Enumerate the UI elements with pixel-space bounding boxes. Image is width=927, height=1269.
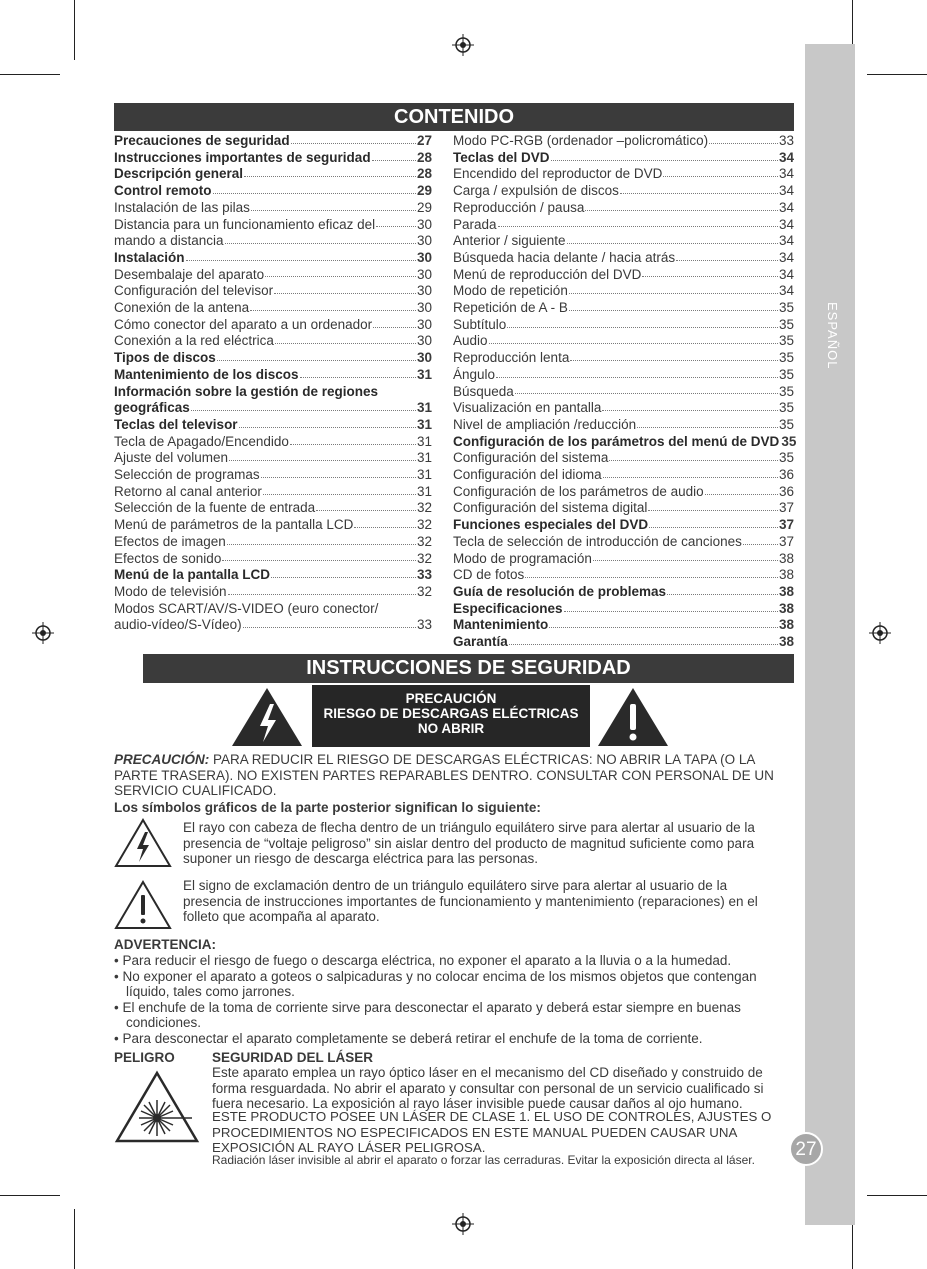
toc-entry-page: 35 (778, 450, 794, 466)
toc-entry-title: Cómo conector del aparato a un ordenador (114, 316, 373, 332)
toc-entry-title: Guía de resolución de problemas (453, 583, 667, 599)
toc-dot-leader (603, 473, 778, 478)
toc-entry-title: audio-vídeo/S-Vídeo) (114, 617, 242, 633)
toc-entry-title: Configuración de los parámetros del menú de DVD (453, 433, 780, 449)
toc-entry-page: 38 (778, 617, 794, 633)
toc-entry (453, 601, 794, 618)
toc-entry-title: Tecla de Apagado/Encendido (114, 433, 289, 449)
toc-entry-title: mando a distancia (114, 233, 224, 249)
toc-entry-page: 38 (778, 567, 794, 583)
toc-entry-page: 37 (778, 517, 794, 533)
toc-entry (453, 317, 794, 334)
toc-dot-leader (243, 623, 416, 628)
laser-radiation-note: Radiación láser invisible al abrir el aparato o forzar las cerraduras. Evitar la exposición directa al láser. (212, 1153, 755, 1167)
toc-entry (453, 300, 794, 317)
page-number: 27 (789, 1132, 823, 1166)
toc-entry-page: 34 (778, 266, 794, 282)
toc-entry (114, 500, 432, 517)
toc-entry (453, 283, 794, 300)
safety-title: INSTRUCCIONES DE SEGURIDAD (143, 654, 794, 683)
toc-entry-title: Audio (453, 333, 488, 349)
toc-entry (453, 217, 794, 234)
exclamation-triangle-icon (114, 880, 172, 930)
crop-mark (74, 0, 75, 60)
toc-entry-title: CD de fotos (453, 567, 525, 583)
toc-entry-title: Selección de programas (114, 467, 260, 483)
toc-entry (453, 200, 794, 217)
toc-entry (114, 584, 432, 601)
toc-dot-leader (515, 389, 778, 394)
toc-entry (114, 517, 432, 534)
toc-entry (114, 551, 432, 568)
toc-dot-leader (228, 590, 416, 595)
toc-entry (114, 150, 432, 167)
toc-entry-page: 35 (778, 416, 794, 432)
toc-entry-title: Búsqueda (453, 383, 514, 399)
toc-dot-leader (564, 607, 778, 612)
toc-dot-leader (244, 172, 416, 177)
toc-dot-leader (609, 456, 778, 461)
toc-entry-page: 36 (778, 483, 794, 499)
precaution-label: PRECAUCIÓN: (114, 752, 210, 767)
caution-box-line: PRECAUCIÓN (405, 691, 497, 706)
toc-dot-leader (496, 373, 778, 378)
toc-entry-page: 28 (416, 149, 432, 165)
toc-entry (114, 166, 432, 183)
toc-dot-leader (498, 222, 778, 227)
toc-entry (114, 267, 432, 284)
caution-box (312, 685, 590, 747)
toc-entry-title: Efectos de sonido (114, 550, 222, 566)
toc-entry-page: 30 (416, 216, 432, 232)
toc-entry-title: Información sobre la gestión de regiones (114, 383, 379, 399)
registration-mark-icon (869, 622, 891, 644)
toc-dot-leader (649, 523, 778, 528)
toc-entry (453, 367, 794, 384)
toc-entry-page: 34 (778, 183, 794, 199)
toc-entry (453, 400, 794, 417)
toc-entry-title: Instalación (114, 249, 185, 265)
toc-entry-page: 31 (416, 467, 432, 483)
toc-entry-title: Distancia para un funcionamiento eficaz del (114, 216, 376, 232)
lightning-triangle-icon (114, 818, 172, 868)
registration-mark-icon (452, 1213, 474, 1235)
toc-entry (453, 500, 794, 517)
toc-entry-page: 37 (778, 533, 794, 549)
toc-entry (453, 417, 794, 434)
toc-entry (453, 150, 794, 167)
warning-item: • Para desconectar el aparato completamente se deberá retirar el enchufe de la toma de corriente. (114, 1030, 703, 1046)
toc-entry (453, 250, 794, 267)
toc-entry (114, 133, 432, 150)
toc-entry-page: 32 (416, 517, 432, 533)
toc-entry-page: 38 (778, 600, 794, 616)
toc-entry (114, 233, 432, 250)
toc-right-column (453, 133, 797, 651)
toc-entry-title: Carga / expulsión de discos (453, 183, 619, 199)
toc-entry (453, 233, 794, 250)
toc-entry-page: 35 (778, 300, 794, 316)
toc-entry-title: Conexión a la red eléctrica (114, 333, 274, 349)
toc-entry-page: 34 (778, 216, 794, 232)
toc-entry-page: 30 (416, 249, 432, 265)
toc-entry (114, 601, 432, 618)
toc-entry-title: Anterior / siguiente (453, 233, 566, 249)
toc-entry-page: 30 (416, 283, 432, 299)
toc-entry-title: Teclas del DVD (453, 149, 550, 165)
toc-dot-leader (372, 156, 416, 161)
toc-dot-leader (191, 406, 416, 411)
toc-dot-leader (567, 239, 778, 244)
toc-dot-leader (549, 623, 778, 628)
laser-text: Este aparato emplea un rayo óptico láser en el mecanismo del CD diseñado y construido de forma resguardada. No abrir el aparato y consultar con personal de un servicio cualificado si fuera necesario. La exposición al rayo láser invisible puede causar daños al ojo humano. (212, 1065, 764, 1111)
toc-entry-page: 35 (778, 333, 794, 349)
toc-dot-leader (217, 356, 416, 361)
toc-dot-leader (489, 339, 778, 344)
toc-entry (114, 283, 432, 300)
toc-dot-leader (227, 540, 416, 545)
toc-entry-title: Parada (453, 216, 497, 232)
toc-dot-leader (667, 590, 778, 595)
toc-entry (453, 183, 794, 200)
toc-entry-title: Instrucciones importantes de seguridad (114, 149, 371, 165)
toc-dot-leader (354, 523, 416, 528)
toc-entry-title: Ángulo (453, 366, 496, 382)
toc-entry (114, 400, 432, 417)
toc-entry-page: 30 (416, 233, 432, 249)
toc-dot-leader (569, 289, 778, 294)
toc-entry (453, 333, 794, 350)
toc-entry-title: Modo PC-RGB (ordenador –policromático) (453, 133, 709, 148)
toc-entry-page: 31 (416, 416, 432, 432)
toc-entry-title: Modos SCART/AV/S-VIDEO (euro conector/ (114, 600, 379, 616)
toc-dot-leader (648, 506, 778, 511)
warning-item: • El enchufe de la toma de corriente sirve para desconectar el aparato y deberá estar siempre en buenas condiciones. (114, 999, 741, 1030)
toc-entry (114, 467, 432, 484)
toc-entry (453, 450, 794, 467)
toc-entry-page: 31 (416, 483, 432, 499)
toc-entry (114, 567, 432, 584)
toc-dot-leader (225, 239, 416, 244)
toc-dot-leader (213, 189, 416, 194)
toc-entry (453, 384, 794, 401)
toc-entry-title: Menú de la pantalla LCD (114, 567, 271, 583)
toc-entry-title: Mantenimiento de los discos (114, 366, 299, 382)
toc-entry-page: 27 (416, 133, 432, 148)
toc-dot-leader (525, 573, 778, 578)
toc-entry (453, 617, 794, 634)
toc-entry (114, 384, 432, 401)
toc-entry (453, 166, 794, 183)
toc-dot-leader (705, 490, 778, 495)
toc-left-column (114, 133, 432, 634)
laser-radiation-icon (114, 1070, 200, 1144)
crop-mark (74, 1209, 75, 1269)
toc-dot-leader (569, 306, 778, 311)
caution-box-line: RIESGO DE DESCARGAS ELÉCTRICAS (323, 706, 579, 721)
toc-entry-page: 35 (778, 383, 794, 399)
toc-entry-page: 28 (416, 166, 432, 182)
toc-entry-page: 35 (781, 433, 797, 449)
toc-dot-leader (263, 490, 416, 495)
toc-entry-page: 31 (416, 366, 432, 382)
toc-entry-page: 32 (416, 533, 432, 549)
toc-dot-leader (275, 339, 416, 344)
toc-dot-leader (222, 556, 416, 561)
toc-entry (114, 434, 432, 451)
toc-entry-title: Garantía (453, 634, 508, 650)
toc-entry-title: Tecla de selección de introducción de canciones (453, 533, 742, 549)
toc-dot-leader (290, 440, 416, 445)
toc-entry-page: 30 (416, 333, 432, 349)
warning-item: • Para reducir el riesgo de fuego o descarga eléctrica, no exponer el aparato a la lluvia o a la humedad. (114, 953, 732, 968)
toc-entry (453, 634, 794, 651)
toc-entry-page: 30 (416, 316, 432, 332)
toc-entry-title: Control remoto (114, 183, 212, 199)
toc-entry-page: 30 (416, 350, 432, 366)
toc-dot-leader (239, 423, 416, 428)
toc-entry (114, 617, 432, 634)
laser-heading: SEGURIDAD DEL LÁSER (212, 1050, 374, 1065)
toc-entry (453, 567, 794, 584)
toc-dot-leader (743, 540, 778, 545)
toc-dot-leader (261, 473, 416, 478)
toc-entry-title: Visualización en pantalla (453, 400, 602, 416)
toc-entry-title: Teclas del televisor (114, 416, 238, 432)
caution-box-line: NO ABRIR (417, 721, 485, 736)
toc-dot-leader (271, 573, 416, 578)
toc-entry-page: 31 (416, 450, 432, 466)
toc-entry (114, 217, 432, 234)
toc-dot-leader (300, 373, 416, 378)
language-tab-label: ESPAÑOL (825, 302, 840, 370)
language-tab (805, 44, 855, 1225)
toc-entry-page: 35 (778, 350, 794, 366)
toc-entry (453, 133, 794, 150)
toc-dot-leader (373, 323, 416, 328)
exclamation-warning-icon (596, 686, 670, 748)
toc-entry-title: Configuración del televisor (114, 283, 274, 299)
toc-entry-title: Búsqueda hacia delante / hacia atrás (453, 249, 676, 265)
toc-entry-title: Efectos de imagen (114, 533, 226, 549)
toc-dot-leader (637, 423, 778, 428)
lightning-symbol-description: El rayo con cabeza de flecha dentro de un triángulo equilátero sirve para alertar al usuario de la presencia de “voltaje peligroso” sin aislar dentro del producto de magnitud suficiente como para suponer un riesgo de descarga eléctrica para las personas. (183, 820, 755, 866)
toc-entry (114, 450, 432, 467)
toc-entry-page: 34 (778, 283, 794, 299)
toc-entry (453, 484, 794, 501)
toc-dot-leader (251, 206, 416, 211)
toc-entry-page: 29 (416, 183, 432, 199)
registration-mark-icon (32, 622, 54, 644)
toc-entry (114, 417, 432, 434)
toc-entry-title: Descripción general (114, 166, 244, 182)
toc-entry-page: 31 (416, 433, 432, 449)
toc-dot-leader (585, 206, 778, 211)
toc-entry (114, 367, 432, 384)
toc-dot-leader (642, 272, 778, 277)
toc-entry (453, 467, 794, 484)
toc-entry-page: 36 (778, 467, 794, 483)
toc-dot-leader (507, 323, 778, 328)
toc-entry-title: Tipos de discos (114, 350, 216, 366)
registration-mark-icon (452, 34, 474, 56)
toc-entry-title: Configuración del idioma (453, 467, 602, 483)
toc-entry-page: 34 (778, 199, 794, 215)
toc-dot-leader (316, 506, 416, 511)
toc-entry (453, 350, 794, 367)
toc-entry (453, 551, 794, 568)
toc-entry (453, 433, 797, 451)
toc-entry-page: 33 (778, 133, 794, 148)
toc-entry-page: 35 (778, 316, 794, 332)
toc-entry-title: Precauciones de seguridad (114, 133, 290, 148)
toc-dot-leader (676, 256, 778, 261)
toc-dot-leader (509, 640, 778, 645)
toc-entry-title: Modo de televisión (114, 583, 227, 599)
precaution-paragraph (114, 752, 794, 799)
contents-title: CONTENIDO (114, 103, 794, 131)
toc-entry (114, 200, 432, 217)
toc-entry-title: Funciones especiales del DVD (453, 517, 649, 533)
toc-dot-leader (265, 272, 416, 277)
toc-dot-leader (229, 456, 416, 461)
toc-entry (114, 333, 432, 350)
laser-class-warning: ESTE PRODUCTO POSEE UN LÁSER DE CLASE 1. EL USO DE CONTROLES, AJUSTES O PROCEDIMIENTOS NO ESPECIFICADOS EN ESTE MANUAL PUEDEN CAUSAR UNA EXPOSICIÓN AL RAYO LÁSER PELIGROSA. (212, 1109, 772, 1155)
toc-entry-page: 31 (416, 400, 432, 416)
toc-entry (114, 300, 432, 317)
toc-dot-leader (663, 172, 778, 177)
toc-entry-page: 32 (416, 550, 432, 566)
toc-entry-title: Modo de programación (453, 550, 592, 566)
toc-dot-leader (250, 306, 416, 311)
toc-entry-title: Configuración de los parámetros de audio (453, 483, 704, 499)
toc-entry-page: 30 (416, 300, 432, 316)
toc-dot-leader (620, 189, 778, 194)
toc-entry-title: Modo de repetición (453, 283, 568, 299)
toc-entry-title: Menú de reproducción del DVD (453, 266, 642, 282)
toc-entry-title: Selección de la fuente de entrada (114, 500, 316, 516)
warning-item: • No exponer el aparato a goteos o salpicaduras y no colocar encima de los mismos objetos que contengan líquido, tales como jarrones. (114, 968, 757, 999)
toc-entry-title: Repetición de A - B (453, 300, 568, 316)
exclamation-symbol-description: El signo de exclamación dentro de un triángulo equilátero sirve para alertar al usuario de la presencia de instrucciones importantes de funcionamiento y mantenimiento (reparaciones) en el folleto que acompaña al aparato. (183, 878, 758, 924)
toc-entry-page: 34 (778, 233, 794, 249)
toc-entry-page: 38 (778, 550, 794, 566)
toc-entry-page: 32 (416, 500, 432, 516)
toc-entry-title: Mantenimiento (453, 617, 549, 633)
toc-dot-leader (551, 156, 778, 161)
precaution-text: PARA REDUCIR EL RIESGO DE DESCARGAS ELÉCTRICAS: NO ABRIR LA TAPA (O LA PARTE TRASERA). NO EXISTEN PARTES REPARABLES DENTRO. CONSULTAR CON PERSONAL DE UN SERVICIO CUALIFICADO. (114, 752, 774, 798)
toc-entry (453, 584, 794, 601)
toc-entry-title: Conexión de la antena (114, 300, 250, 316)
toc-entry-title: Encendido del reproductor de DVD (453, 166, 663, 182)
toc-dot-leader (274, 289, 416, 294)
crop-mark (867, 74, 927, 75)
toc-entry-title: Subtítulo (453, 316, 507, 332)
toc-dot-leader (570, 356, 778, 361)
toc-entry-title: geográficas (114, 400, 190, 416)
toc-dot-leader (186, 256, 416, 261)
toc-entry-title: Desembalaje del aparato (114, 266, 265, 282)
toc-entry (114, 317, 432, 334)
toc-entry-page: 33 (416, 567, 432, 583)
toc-dot-leader (379, 607, 431, 611)
toc-dot-leader (602, 406, 778, 411)
toc-entry-title: Reproducción / pausa (453, 199, 585, 215)
toc-entry-page: 35 (778, 400, 794, 416)
toc-entry (453, 534, 794, 551)
toc-entry (114, 534, 432, 551)
toc-entry-title: Configuración del sistema (453, 450, 609, 466)
toc-entry-title: Menú de parámetros de la pantalla LCD (114, 517, 354, 533)
toc-entry-page: 33 (416, 617, 432, 633)
symbols-heading: Los símbolos gráficos de la parte posterior significan lo siguiente: (114, 800, 541, 815)
toc-entry-page: 38 (778, 583, 794, 599)
toc-entry (453, 267, 794, 284)
toc-entry-page: 30 (416, 266, 432, 282)
danger-label: PELIGRO (114, 1050, 175, 1065)
toc-entry-page: 29 (416, 199, 432, 215)
toc-entry-title: Ajuste del volumen (114, 450, 229, 466)
toc-entry (114, 484, 432, 501)
toc-entry-title: Instalación de las pilas (114, 199, 250, 215)
toc-entry-page: 37 (778, 500, 794, 516)
toc-entry-title: Especificaciones (453, 600, 563, 616)
warning-list (114, 953, 794, 1046)
crop-mark (867, 1195, 927, 1196)
toc-entry (453, 517, 794, 534)
toc-entry-page: 34 (778, 249, 794, 265)
toc-entry-page: 35 (778, 366, 794, 382)
toc-entry (114, 250, 432, 267)
crop-mark (0, 1195, 60, 1196)
lightning-warning-icon (230, 686, 304, 748)
toc-entry-page: 34 (778, 149, 794, 165)
crop-mark (0, 74, 60, 75)
toc-dot-leader (376, 222, 416, 227)
warning-heading: ADVERTENCIA: (114, 937, 217, 952)
toc-dot-leader (291, 139, 416, 144)
toc-dot-leader (379, 390, 431, 394)
toc-entry-title: Configuración del sistema digital (453, 500, 648, 516)
toc-entry-page: 32 (416, 583, 432, 599)
toc-entry-page: 38 (778, 634, 794, 650)
toc-entry-title: Retorno al canal anterior (114, 483, 262, 499)
toc-dot-leader (593, 556, 778, 561)
toc-entry (114, 350, 432, 367)
toc-entry-title: Nivel de ampliación /reducción (453, 416, 637, 432)
toc-entry-title: Reproducción lenta (453, 350, 570, 366)
toc-entry (114, 183, 432, 200)
toc-entry-page: 34 (778, 166, 794, 182)
toc-dot-leader (709, 139, 778, 144)
